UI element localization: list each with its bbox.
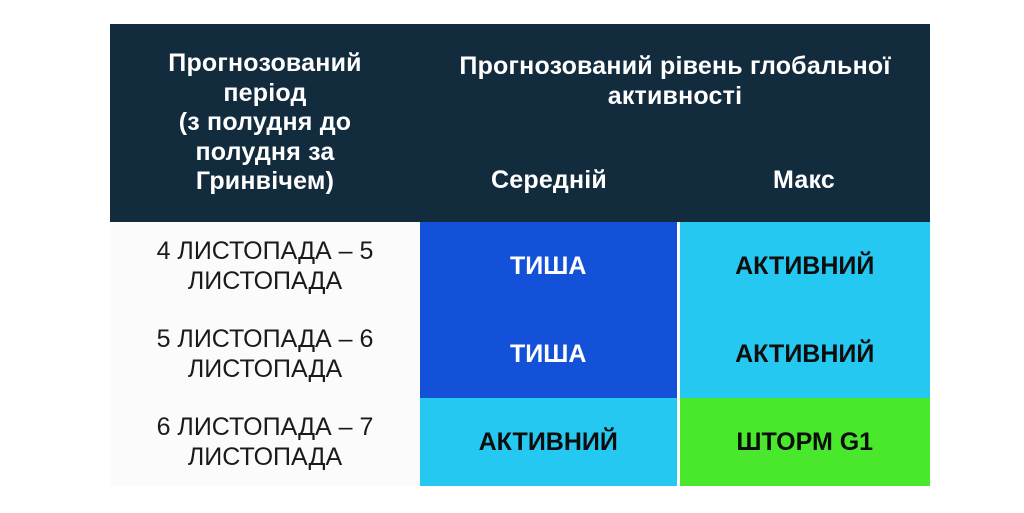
table-row	[110, 398, 930, 486]
row-period-cell	[110, 398, 420, 486]
header-period-cell	[110, 24, 420, 222]
row-period-line-2: ЛИСТОПАДА	[187, 443, 343, 471]
row-period-line-1: 6 ЛИСТОПАДА – 7	[156, 413, 374, 441]
header-period-line-5: Гринвічем)	[195, 167, 335, 196]
row-mean-level: АКТИВНИЙ	[420, 398, 678, 486]
row-period-cell	[110, 310, 420, 398]
header-max-cell: Макс	[678, 139, 930, 222]
header-activity-cell	[420, 24, 930, 139]
table-row	[110, 310, 930, 398]
row-max-level: АКТИВНИЙ	[678, 222, 930, 310]
row-mean-level: ТИША	[420, 222, 678, 310]
table-header-row-top	[110, 24, 930, 139]
header-activity-line-1: Прогнозований рівень глобальної	[459, 52, 891, 81]
header-activity-line-2: активності	[607, 81, 743, 110]
row-period-line-1: 5 ЛИСТОПАДА – 6	[156, 325, 374, 353]
row-period-line-2: ЛИСТОПАДА	[187, 355, 343, 383]
header-mean-cell: Середній	[420, 139, 678, 222]
header-period-line-3: (з полудня до	[178, 108, 352, 137]
header-period-line-1: Прогнозований	[168, 49, 362, 78]
row-period-cell	[110, 222, 420, 310]
row-max-level: АКТИВНИЙ	[678, 310, 930, 398]
header-period-line-2: період	[223, 78, 307, 107]
geomagnetic-forecast-table	[110, 24, 930, 486]
row-mean-level: ТИША	[420, 310, 678, 398]
row-max-level: ШТОРМ G1	[678, 398, 930, 486]
row-period-line-1: 4 ЛИСТОПАДА – 5	[156, 237, 374, 265]
header-period-line-4: полудня за	[195, 137, 335, 166]
row-period-line-2: ЛИСТОПАДА	[187, 267, 343, 295]
table-row	[110, 222, 930, 310]
